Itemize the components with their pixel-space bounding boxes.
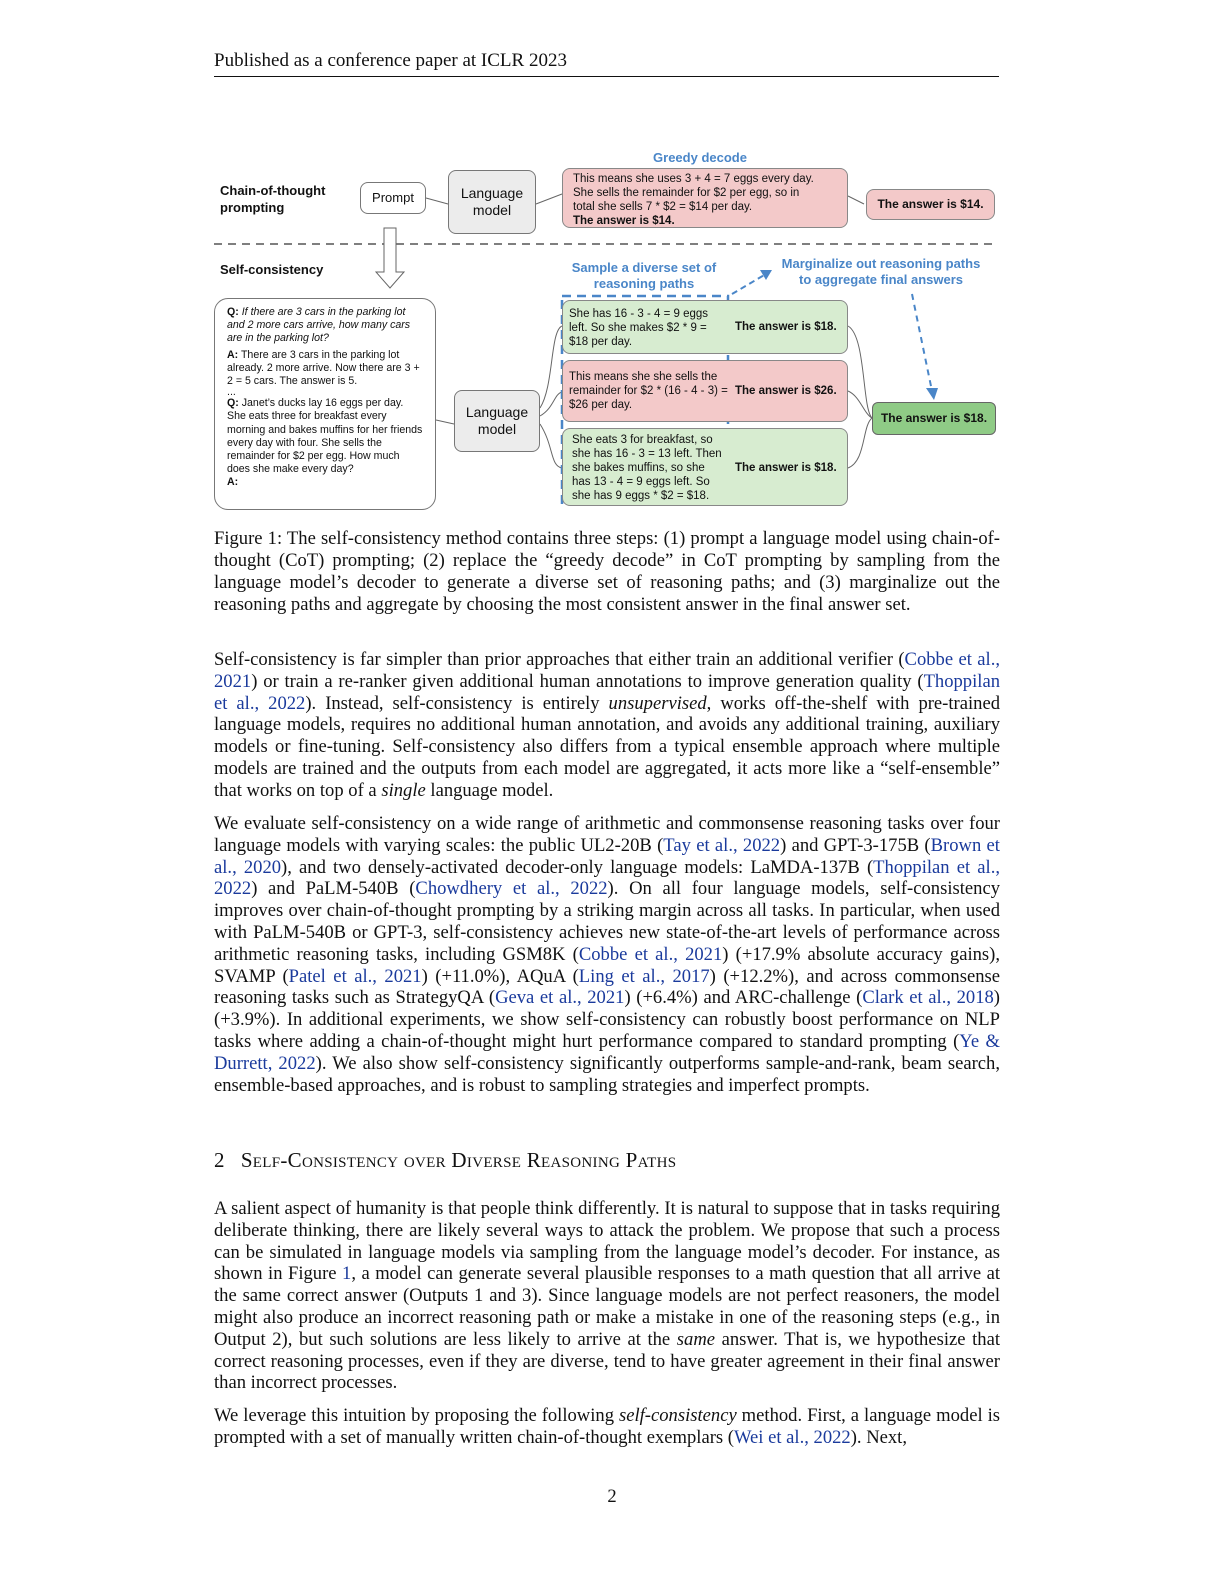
p4-text-3: ). Next, <box>850 1426 907 1448</box>
sample-label <box>554 260 734 292</box>
p2-text-11: ). We also show self-consistency significantly outperforms sample-and-rank, beam search, ensemble-based approaches, and is robust to sampling strategies and imperfect prompts. <box>214 1052 1000 1096</box>
path-1-text: She has 16 - 3 - 4 = 9 eggs left. So she makes $2 * 9 = $18 per day. <box>569 308 709 348</box>
reasoning-path-3 <box>562 428 848 506</box>
marginalize-label-line1: Marginalize out reasoning paths <box>781 256 981 271</box>
running-header: Published as a conference paper at ICLR 2023 <box>214 50 999 77</box>
citation-link[interactable]: Tay et al., 2022 <box>663 834 781 856</box>
p2-text-1: We evaluate self-consistency on a wide range of arithmetic and commonsense reasoning tasks over four language models with varying scales: the public UL2-20B ( <box>214 813 1000 856</box>
sample-label-line1: Sample a diverse set of <box>571 260 717 275</box>
connector-prompt-lm <box>426 198 448 204</box>
p2-text-7: ) (+11.0%), AQuA ( <box>421 965 579 987</box>
a2-prefix: A: <box>227 476 239 489</box>
paragraph-1 <box>214 649 1000 802</box>
marginalize-arrow-2 <box>912 294 932 391</box>
language-model-top <box>448 170 536 234</box>
connector-lm-greedy <box>536 194 562 204</box>
section-number: 2 <box>214 1148 225 1172</box>
connector-path3-final <box>848 418 872 468</box>
greedy-inline-answer: The answer is $14. <box>573 215 675 227</box>
citation-link[interactable]: Thoppilan et al., 2022 <box>214 856 1000 900</box>
connector-lm-path2 <box>540 392 562 416</box>
p3-text-1: A salient aspect of humanity is that people think differently. It is natural to suppose that in tasks requiring deliberate thinking, there are likely several ways to attack the problem. We propose that such a process can be simulated in language models via sampling from the language model’s decoder. For instance, as shown in Figure <box>214 1198 1000 1285</box>
paragraph-3 <box>214 1198 1000 1394</box>
p2-text-6: ) (+17.9% absolute accuracy gains), SVAMP ( <box>214 943 1000 987</box>
paragraph-2 <box>214 813 1000 1096</box>
p2-text-9: ) (+6.4%) and ARC-challenge ( <box>624 987 863 1009</box>
p1-text-4: , works off-the-shelf with pre-trained language models, requires no additional human annotation, and avoids any additional training, auxiliary models or fine-tuning. Self-consistency also differs from a typical ensemble approach where multiple models are trained and the outputs from each model are aggregated, it acts more like a “self-ensemble” that works on top of a <box>214 692 1000 801</box>
p1-text-2: ) or train a re-ranker given additional human annotations to improve generation quality ( <box>251 670 924 692</box>
reasoning-path-1 <box>562 300 848 354</box>
greedy-decode-box <box>562 168 848 228</box>
p2-text-4: ) and PaLM-540B ( <box>251 878 416 900</box>
down-arrow-icon <box>376 228 404 288</box>
citation-link[interactable]: Patel et al., 2021 <box>288 965 422 987</box>
p3-text-2: , a model can generate several plausible responses to a math question that all arrive at the same correct answer (Outputs 1 and 3). Since language models are not perfect reasoners, the model might also produce an incorrect reasoning path or make a mistake in one of the reasoning steps (e.g., in Output 2), but such solutions are less likely to arrive at the <box>214 1263 1000 1350</box>
lm-bottom-line1: Language <box>465 404 529 420</box>
language-model-bottom <box>454 390 540 452</box>
citation-link[interactable]: Clark et al., 2018 <box>862 987 994 1009</box>
p1-text-1: Self-consistency is far simpler than prior approaches that either train an additional verifier ( <box>214 649 905 670</box>
connector-path1-final <box>848 326 872 418</box>
marginalize-arrow-1 <box>732 274 766 294</box>
citation-link[interactable]: Chowdhery et al., 2022 <box>415 878 608 900</box>
sample-label-line2: reasoning paths <box>593 276 695 291</box>
page-number: 2 <box>607 1486 617 1507</box>
cot-label <box>220 182 325 216</box>
prompt-exemplar-box <box>214 298 436 510</box>
p1-text-3: ). Instead, self-consistency is entirely <box>305 692 609 714</box>
sc-label: Self-consistency <box>220 262 324 277</box>
section-title: Self-Consistency over Diverse Reasoning Paths <box>240 1148 677 1172</box>
p2-text-5: ). On all four language models, self-consistency improves over chain-of-thought prompting by a striking margin across all tasks. In particular, when used with PaLM-540B or GPT-3, self-consistency achieves new state-of-the-art levels of performance across arithmetic reasoning tasks, including GSM8K ( <box>214 878 1000 965</box>
citation-link[interactable]: Wei et al., 2022 <box>733 1426 851 1448</box>
lm-top-line1: Language <box>460 185 524 201</box>
figure-1 <box>210 146 1005 516</box>
citation-link[interactable]: Cobbe et al., 2021 <box>578 943 723 965</box>
figure-ref-link[interactable]: 1 <box>342 1263 352 1285</box>
p4-text-1: We leverage this intuition by proposing the following <box>214 1405 619 1426</box>
cot-label-line1: Chain-of-thought <box>220 183 326 198</box>
section-heading <box>214 1148 676 1173</box>
p1-text-5: language model. <box>425 779 554 801</box>
p4-emph-1: self-consistency <box>618 1405 737 1426</box>
p1-emph-2: single <box>381 779 426 801</box>
connector-path2-final <box>848 391 872 418</box>
p4-text-2: method. First, a language model is prompted with a set of manually written chain-of-thought exemplars ( <box>214 1405 1000 1448</box>
greedy-answer-box: The answer is $14. <box>866 189 995 220</box>
connector-lm-path1 <box>540 326 562 408</box>
a1-text: There are 3 cars in the parking lot already. 2 more arrive. Now there are 3 + 2 = 5 cars. The answer is 5. <box>227 348 420 388</box>
citation-link[interactable]: Ling et al., 2017 <box>578 965 710 987</box>
a1-prefix: A: <box>227 348 239 361</box>
citation-link[interactable]: Cobbe et al., 2021 <box>214 649 1000 692</box>
marginalize-label <box>766 256 996 288</box>
greedy-line1: This means she uses 3 + 4 = 7 eggs every day. <box>573 173 814 185</box>
figure-caption: Figure 1: The self-consistency method contains three steps: (1) prompt a language model using chain-of-thought (CoT) prompting; (2) replace the “greedy decode” in CoT prompting by sampling from the language model’s decoder to generate a diverse set of reasoning paths; and (3) marginalize out the reasoning paths and aggregate by choosing the most consistent answer in the final answer set. <box>214 528 1000 615</box>
path-1-answer: The answer is $18. <box>735 321 837 333</box>
exemplar-ellipsis: ... <box>227 386 236 399</box>
final-answer-box: The answer is $18. <box>872 402 996 435</box>
p2-text-8: ) (+12.2%), and across commonsense reasoning tasks such as StrategyQA ( <box>214 965 1000 1009</box>
path-2-answer: The answer is $26. <box>735 385 837 397</box>
p2-text-3: ), and two densely-activated decoder-only language models: LaMDA-137B ( <box>281 856 874 878</box>
p2-text-10: ) (+3.9%). In additional experiments, we show self-consistency can robustly boost performance on NLP tasks where adding a chain-of-thought might hurt performance compared to standard prompting ( <box>214 987 1000 1052</box>
p1-emph-1: unsupervised <box>608 692 707 714</box>
path-3-answer: The answer is $18. <box>735 462 837 474</box>
p3-text-3: answer. That is, we hypothesize that correct reasoning processes, even if they are diverse, tend to have greater agreement in their final answer than incorrect processes. <box>214 1328 1000 1394</box>
q2-text: Janet’s ducks lay 16 eggs per day. She eats three for breakfast every morning and bakes muffins for her friends every day with four. She sells the remainder for $2 per egg. How much does she make every day? <box>227 397 423 476</box>
paragraph-4 <box>214 1405 1000 1449</box>
connector-greedy-answer <box>848 196 864 204</box>
q1-text: If there are 3 cars in the parking lot and 2 more cars arrive, how many cars are in the parking lot? <box>227 306 411 345</box>
citation-link[interactable]: Geva et al., 2021 <box>495 987 625 1009</box>
greedy-line3: total she sells 7 * $2 = $14 per day. <box>573 201 753 213</box>
lm-bottom-line2: model <box>477 421 517 437</box>
marginalize-label-line2: to aggregate final answers <box>799 272 963 287</box>
p2-text-2: ) and GPT-3-175B ( <box>780 834 931 856</box>
citation-link[interactable]: Thoppilan et al., 2022 <box>214 670 1000 714</box>
exemplar-q1 <box>227 306 423 346</box>
connector-lm-path3 <box>540 424 562 468</box>
reasoning-path-2 <box>562 360 848 422</box>
greedy-line2: She sells the remainder for $2 per egg, so in <box>573 187 800 199</box>
marginalize-arrowhead-2 <box>926 388 938 400</box>
lm-top-line2: model <box>472 202 512 218</box>
path-3-text: She eats 3 for breakfast, so she has 16 - 3 = 13 left. Then she bakes muffins, so she has 13 - 4 = 9 eggs left. So she has 9 eggs * $2 = $18. <box>572 434 722 502</box>
q1-prefix: Q: <box>227 306 239 318</box>
cot-label-line2: prompting <box>220 200 285 215</box>
exemplar-a1 <box>227 349 423 389</box>
q2-prefix: Q: <box>227 397 239 410</box>
citation-link[interactable]: Ye & Durrett, 2022 <box>214 1030 1000 1074</box>
connector-prompt-lm2 <box>436 420 454 424</box>
path-2-text: This means she she sells the remainder for $2 * (16 - 4 - 3) = $26 per day. <box>569 371 728 411</box>
exemplar-q2 <box>227 397 423 476</box>
citation-link[interactable]: Brown et al., 2020 <box>214 834 1000 878</box>
p3-emph-1: same <box>676 1328 715 1350</box>
greedy-decode-label: Greedy decode <box>653 150 747 165</box>
prompt-box: Prompt <box>360 182 426 214</box>
